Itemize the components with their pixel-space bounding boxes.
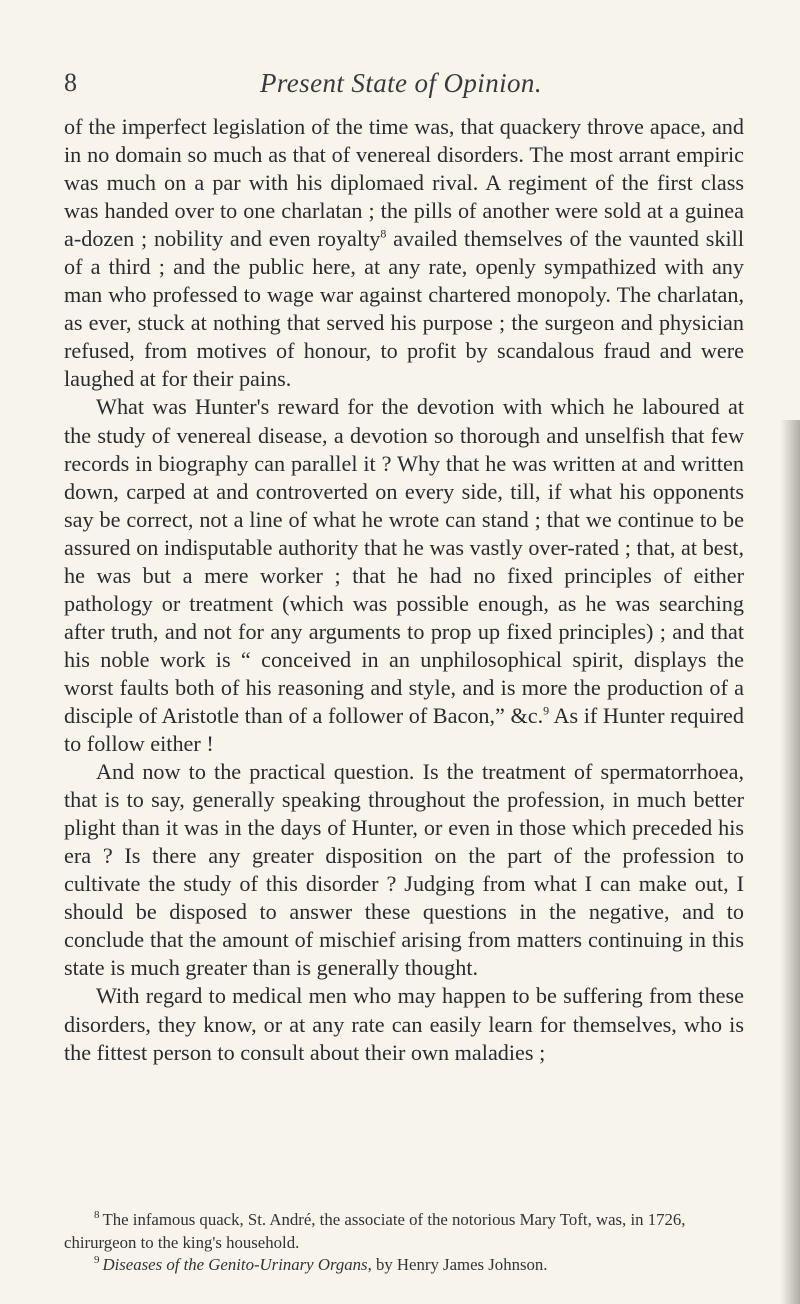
footnote-text: , by Henry James Johnson. <box>367 1255 548 1274</box>
footnote-number: 9 <box>94 1254 100 1267</box>
paragraph-1 <box>64 113 744 393</box>
body-text <box>64 113 744 1067</box>
paragraph-2-text-b: As if Hunter required to follow either ! <box>64 702 744 757</box>
footnote-reference-9[interactable]: 9 <box>543 703 550 718</box>
paragraph-1-text-b: availed themselves of the vaunted skill of a third ; and the public here, at any rate, openly sympathized with any man who professed to wage war against chartered monopoly. The charlatan, as ever, stuck at nothing that served his purpose ; the surgeon and physician refused, from motives of honour, to profit by scandalous fraud and were laughed at for their pains. <box>64 226 744 392</box>
footnotes <box>64 1209 744 1277</box>
footnote-book-title: Diseases of the Genito-Urinary Organs <box>102 1255 368 1274</box>
paragraph-1-text-a: of the imperfect legislation of the time was, that quackery throve apace, and in no domain so much as that of venereal disorders. The most arrant empiric was much on a par with his diplomaed rival. A regiment of the first class was handed over to one charlatan ; the pills of another were sold at a guinea a-dozen ; nobility and even royalty <box>64 114 744 252</box>
footnote-9 <box>64 1254 744 1277</box>
paragraph-2-text-a: What was Hunter's reward for the devotion with which he laboured at the study of venereal disease, a devotion so thorough and unselfish that few records in biography can parallel it ? Why that he was written at and written down, carped at and controverted on every side, till, if what his opponents say be correct, not a line of what he wrote can stand ; that we continue to be assured on indisputable authority that he was vastly over-rated ; that, at best, he was but a mere worker ; that he had no fixed principles of either pathology or treatment (which was possible enough, as he was searching after truth, and not for any arguments to prop up fixed principles) ; and that his noble work is “ conceived in an unphilosophical spirit, displays the worst faults both of his reasoning and style, and is more the production of a disciple of Aristotle than of a follower of Bacon,” &c. <box>64 394 744 728</box>
paragraph-2 <box>64 393 744 758</box>
footnote-8 <box>64 1209 744 1254</box>
footnote-text: The infamous quack, St. André, the associate of the notorious Mary Toft, was, in 1726, chirurgeon to the king's household. <box>64 1210 686 1252</box>
page-header <box>64 68 744 108</box>
page-number: 8 <box>64 68 77 97</box>
paragraph-4: With regard to medical men who may happen to be suffering from these disorders, they know, or at any rate can easily learn for themselves, who is the fittest person to consult about their own maladies ; <box>64 983 744 1065</box>
footnote-number: 8 <box>94 1209 100 1222</box>
page-edge-shadow <box>780 420 800 1304</box>
paragraph-3: And now to the practical question. Is the treatment of spermatorrhoea, that is to say, generally speaking throughout the profession, in much better plight than it was in the days of Hunter, or even in those which preceded his era ? Is there any greater disposition on the part of the profession to cultivate the study of this disorder ? Judging from what I can make out, I should be disposed to answer these questions in the negative, and to conclude that the amount of mischief arising from matters continuing in this state is much greater than is generally thought. <box>64 759 744 981</box>
footnote-reference-8[interactable]: 8 <box>380 226 387 241</box>
running-title: Present State of Opinion. <box>260 68 542 98</box>
